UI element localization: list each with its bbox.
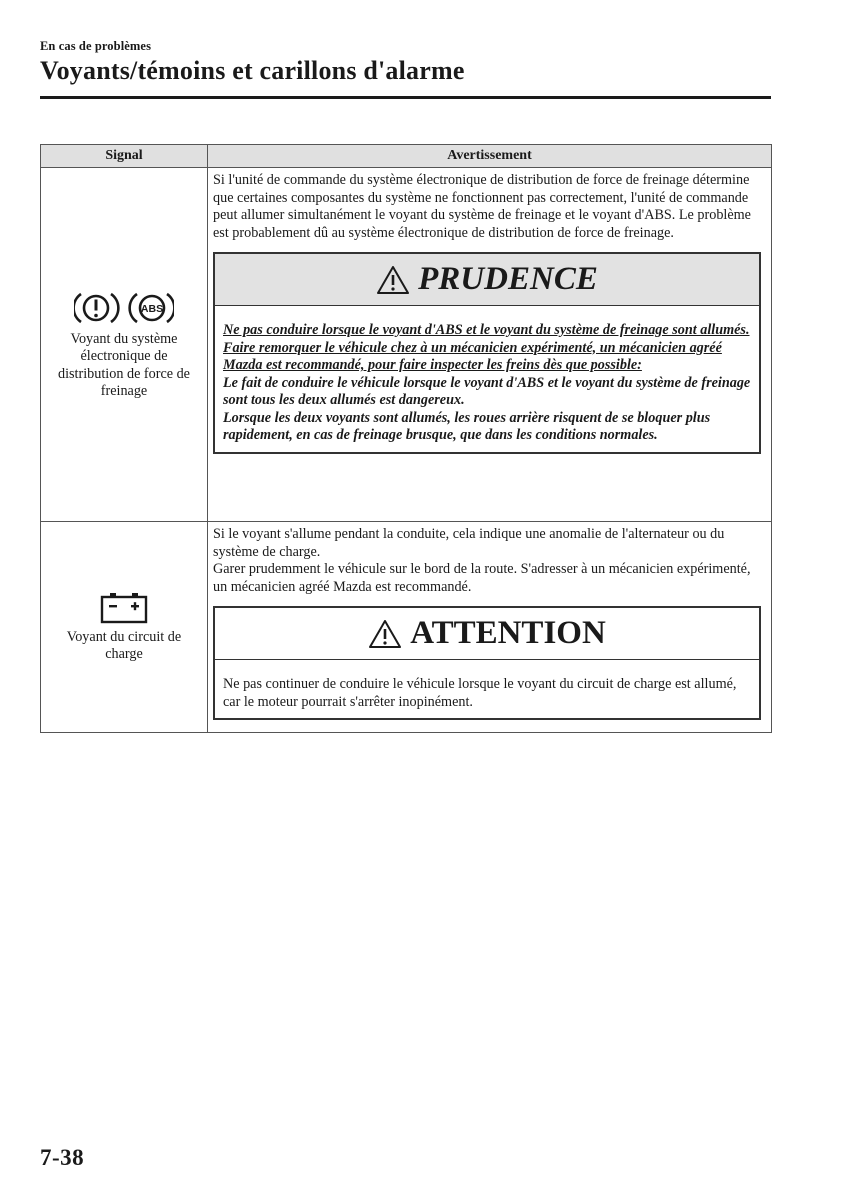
notice-title: PRUDENCE (418, 261, 598, 297)
signal-label: Voyant du système électronique de distribution de force de freinage (58, 330, 190, 399)
table-row (41, 522, 772, 733)
column-header-warning: Avertissement (208, 145, 772, 168)
notice-text: Lorsque les deux voyants sont allumés, les roues arrière risquent de se bloquer plus rapidement, en cas de freinage brusque, que dans les conditions normales. (223, 409, 711, 443)
battery-charge-icon (100, 591, 148, 625)
signal-cell (41, 522, 208, 733)
warning-cell (208, 522, 772, 733)
warning-description: Si l'unité de commande du système électronique de distribution de force de freinage détermine que certaines composantes du système ne fonctionnent pas correctement, l'unité de commande peut allumer simultanément le voyant du système de freinage et le voyant d'ABS. Le problème est probablement dû au système électronique de distribution de force de freinage. (213, 172, 751, 241)
notice-title: ATTENTION (410, 615, 606, 651)
notice-header (215, 608, 759, 660)
warning-description: Garer prudemment le véhicule sur le bord de la route. S'adresser à un mécanicien expérimenté, un mécanicien agréé Mazda est recommandé. (213, 561, 751, 595)
notice-header (215, 254, 759, 306)
brake-abs-warning-icon (74, 289, 174, 327)
warning-lights-table (40, 144, 772, 733)
warning-description: Si le voyant s'allume pendant la conduite, cela indique une anomalie de l'alternateur ou du système de charge. (213, 526, 725, 560)
prudence-notice (213, 252, 761, 454)
signal-cell (41, 168, 208, 522)
signal-label: Voyant du circuit de charge (66, 628, 182, 662)
abs-icon-text: ABS (140, 302, 164, 315)
section-label: En cas de problèmes (40, 39, 152, 53)
notice-body (215, 660, 759, 718)
warning-triangle-icon (368, 619, 402, 649)
title-rule (40, 96, 771, 99)
notice-text: Le fait de conduire le véhicule lorsque le voyant d'ABS et le voyant du système de freinage sont tous les deux allumés est dangereux. (223, 374, 751, 408)
table-header-row (41, 145, 772, 168)
attention-notice (213, 606, 761, 720)
page-title: Voyants/témoins et carillons d'alarme (40, 56, 465, 85)
notice-text: Ne pas continuer de conduire le véhicule lorsque le voyant du circuit de charge est allumé, car le moteur pourrait s'arrêter inopinément. (223, 676, 737, 710)
page-number: 7-38 (40, 1145, 85, 1170)
warning-cell (208, 168, 772, 522)
table-row (41, 168, 772, 522)
notice-underlined-text: Ne pas conduire lorsque le voyant d'ABS et le voyant du système de freinage sont allumés. Faire remorquer le véhicule chez à un mécanicien expérimenté, un mécanicien agréé Mazda est recommandé, pour faire inspecter les freins dès que possible: (223, 322, 750, 373)
column-header-signal: Signal (41, 145, 208, 168)
warning-triangle-icon (376, 265, 410, 295)
notice-body (215, 306, 759, 452)
